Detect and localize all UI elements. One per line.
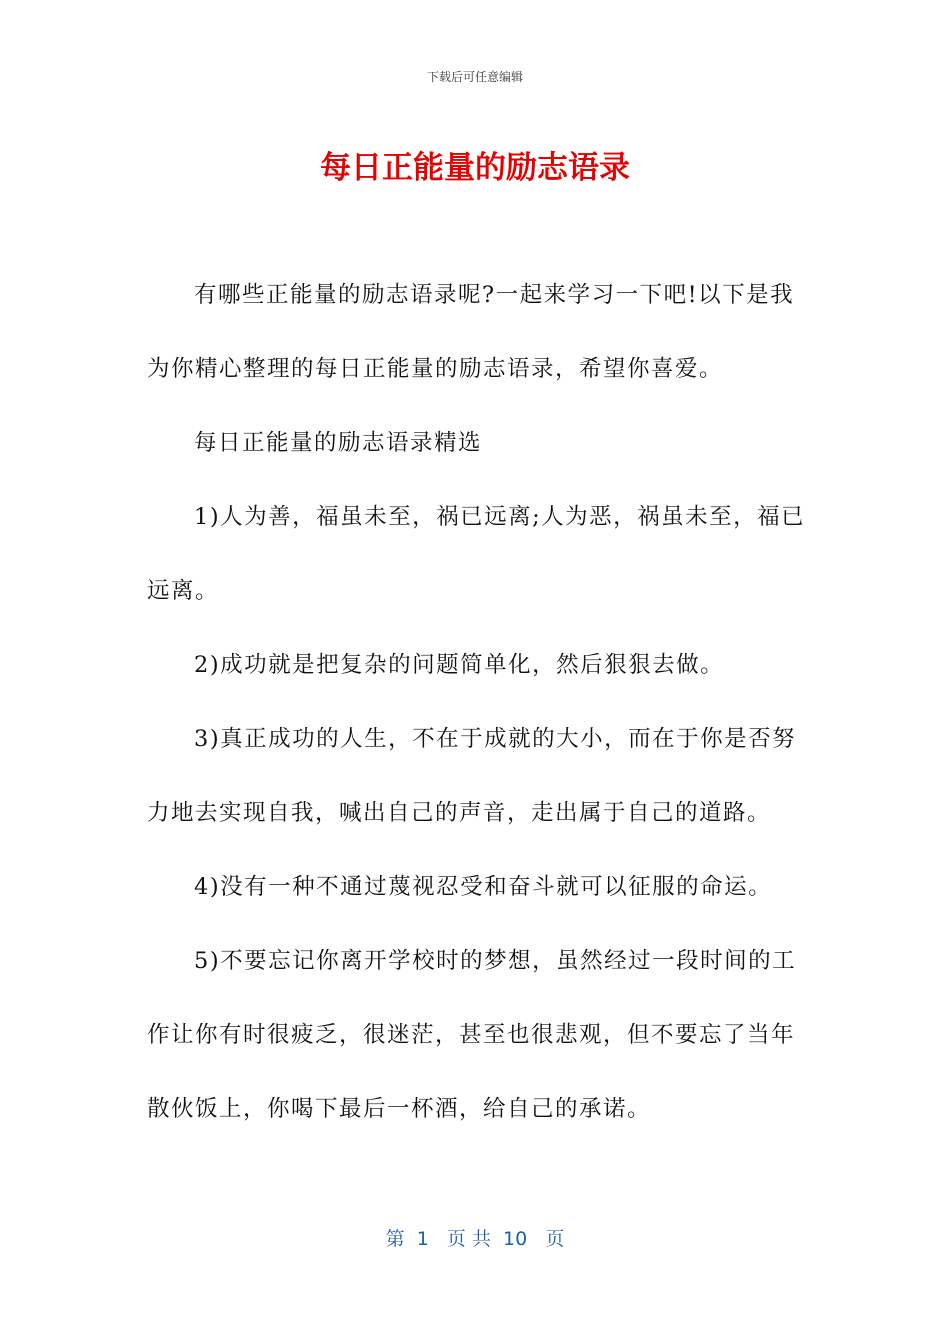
document-title: 每日正能量的励志语录 — [320, 150, 630, 186]
paragraph-intro: 有哪些正能量的励志语录呢?一起来学习一下吧!以下是我为你精心整理的每日正能量的励志语录，希望你喜爱。 — [147, 282, 795, 382]
paragraph-quote-1: 1)人为善，福虽未至，祸已远离;人为恶，祸虽未至，福已远离。 — [147, 504, 806, 604]
paragraph-quote-3: 3)真正成功的人生，不在于成就的大小，而在于你是否努力地去实现自我，喊出自己的声音，走出属于自己的道路。 — [147, 726, 797, 826]
header-note: 下载后可任意编辑 — [426, 70, 523, 84]
page-footer: 第 1 页 共 10 页 — [385, 1228, 565, 1250]
document-body — [147, 258, 807, 1146]
paragraph-section-heading: 每日正能量的励志语录精选 — [194, 430, 483, 456]
paragraph-quote-5: 5)不要忘记你离开学校时的梦想，虽然经过一段时间的工作让你有时很疲乏，很迷茫，甚至也很悲观，但不要忘了当年散伙饭上，你喝下最后一杯酒，给自己的承诺。 — [147, 948, 797, 1122]
paragraph-quote-2: 2)成功就是把复杂的问题简单化，然后狠狠去做。 — [194, 652, 725, 678]
paragraph-quote-4: 4)没有一种不通过蔑视忍受和奋斗就可以征服的命运。 — [194, 874, 773, 900]
